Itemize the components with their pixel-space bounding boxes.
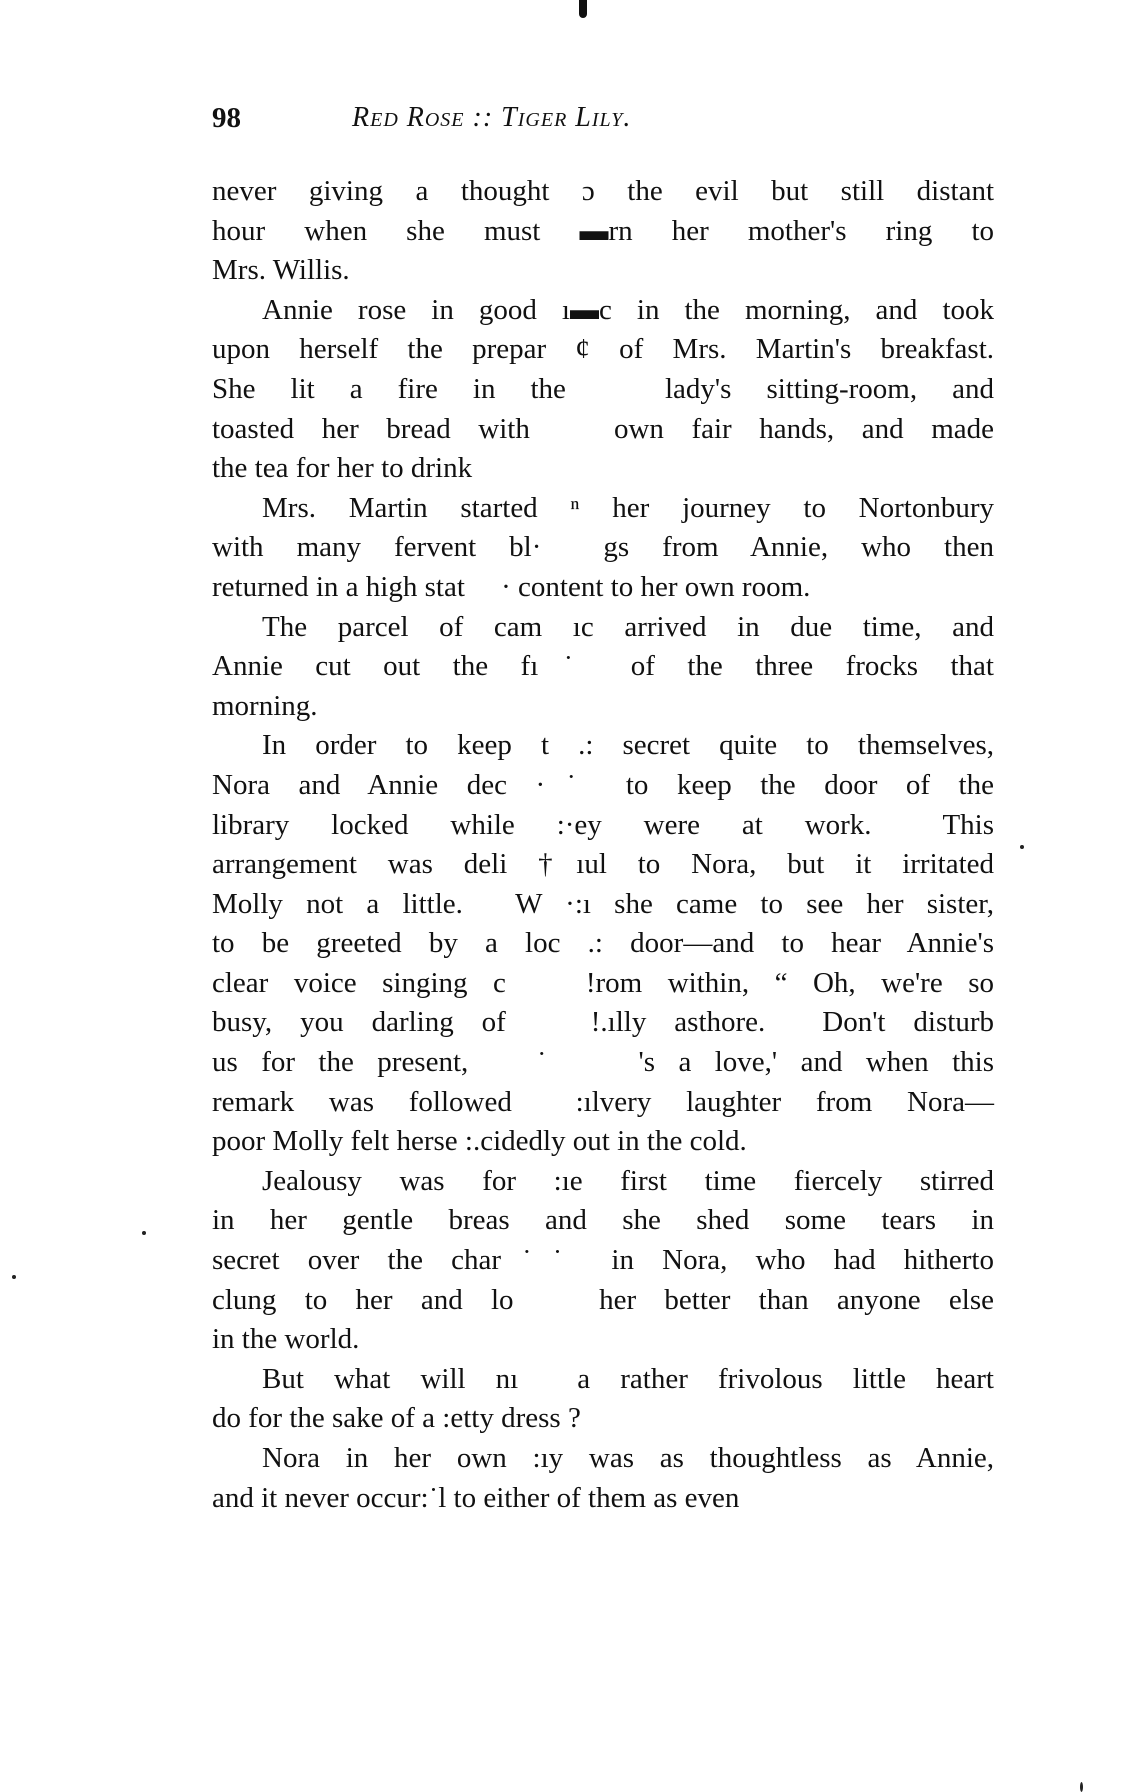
text-line: with many fervent bl· gs from Annie, who then [212,531,994,564]
paragraph [212,608,994,727]
text-line: The parcel of cam ıc arrived in due time, and [262,610,994,643]
speck [1080,1782,1083,1792]
text-line: secret over the char˙˙ in Nora, who had hitherto [212,1244,994,1277]
speck [142,1231,146,1235]
paragraph [212,1162,994,1360]
text-line: Mrs. Willis. [212,254,350,287]
speck [1020,845,1024,849]
text-line: in her gentle breas and she shed some tears in [212,1204,994,1237]
text-line: never giving a thought ɔ the evil but still distant [212,175,994,207]
text-line: Mrs. Martin started ⁿ her journey to Nortonbury [262,491,994,524]
speck [12,1275,16,1279]
text-line: clung to her and lo her better than anyone else [212,1283,994,1316]
body-text [212,172,994,1518]
text-line: do for the sake of a :etty dress ? [212,1402,581,1435]
text-line: poor Molly felt herse :.cidedly out in the cold. [212,1125,747,1158]
paragraph [212,1360,994,1439]
paragraph [212,726,994,1162]
text-line: library locked while :·ey were at work. This [212,808,994,841]
text-line: Annie rose in good ı▬c in the morning, and took [262,293,994,326]
text-line: morning. [212,689,318,722]
text-line: in the world. [212,1323,360,1356]
text-line: busy, you darling of !.ılly asthore. Don't disturb [212,1006,994,1039]
text-line: Nora and Annie dec ·˙ to keep the door of the [212,768,994,801]
text-line: Jealousy was for :ıe first time fiercely stirred [262,1164,994,1197]
paragraph [212,291,994,489]
text-line: remark was followed :ılvery laughter from Nora— [212,1085,994,1118]
text-line: us for the present, ˙ 's a love,' and when this [212,1046,994,1079]
text-line: upon herself the prepar ¢ of Mrs. Martin's breakfast. [212,333,994,366]
text-line: In order to keep t .: secret quite to themselves, [262,729,994,762]
text-line: Molly not a little. W ·:ı she came to see her sister, [212,887,994,920]
text-line: clear voice singing c !rom within, “ Oh, we're so [212,966,994,999]
text-line: to be greeted by a loc .: door—and to hear Annie's [212,927,994,960]
text-line: the tea for her to drink [212,452,473,485]
paragraph [212,1439,994,1518]
text-line: Annie cut out the fı˙ of the three frocks that [212,650,994,683]
ink-mark [579,0,587,18]
text-line: arrangement was deli †ıul to Nora, but it irritated [212,848,994,881]
text-line: Nora in her own :ıy was as thoughtless as Annie, [262,1442,994,1474]
text-line: returned in a high stat · content to her own room. [212,570,811,603]
text-line: hour when she must ▬rn her mother's ring to [212,214,994,247]
paragraph [212,489,994,608]
running-title: Red Rose :: Tiger Lily. [352,102,632,133]
page-number: 98 [212,102,241,134]
page-header [212,102,992,142]
text-line: She lit a fire in the lady's sitting-room, and [212,372,994,405]
paragraph [212,172,994,291]
text-line: and it never occur:˙l to either of them as even [212,1481,740,1514]
text-line: But what will nı a rather frivolous little heart [262,1362,994,1395]
text-line: toasted her bread with own fair hands, and made [212,412,994,445]
